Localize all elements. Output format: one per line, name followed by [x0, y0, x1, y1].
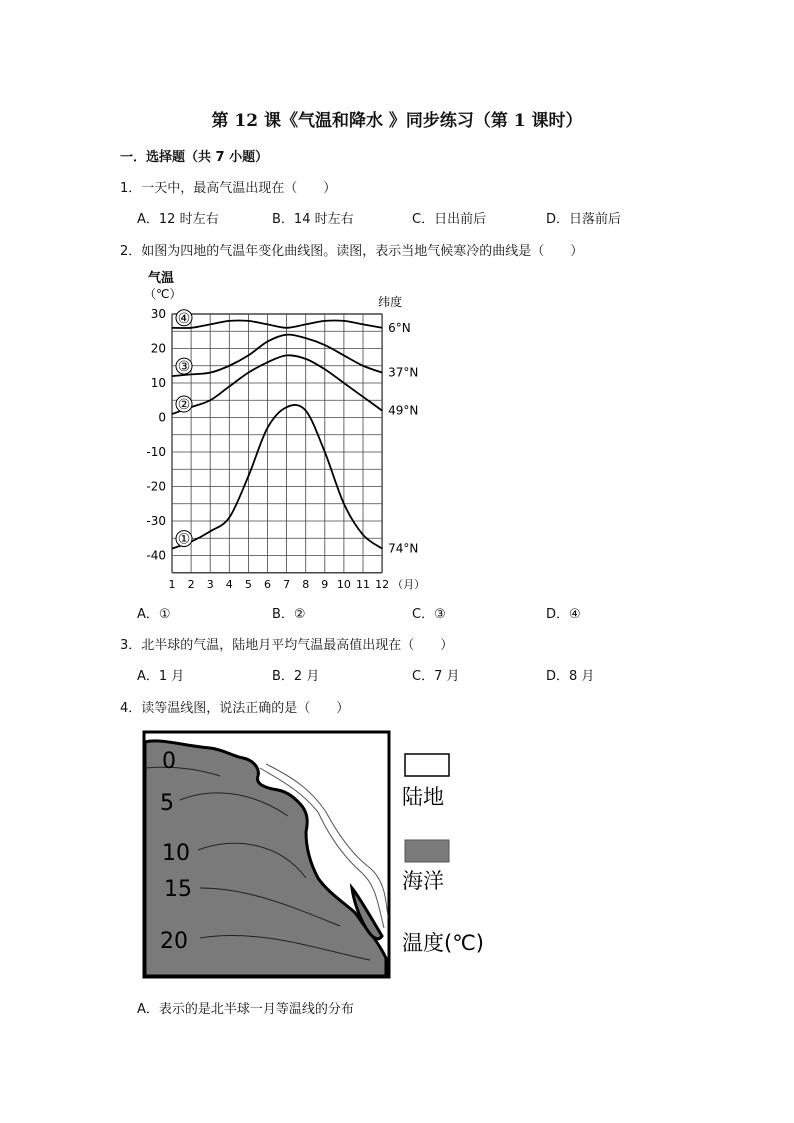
temperature-chart: [130, 266, 426, 596]
y-tick-label: 30: [150, 307, 166, 321]
x-tick-label: 1: [168, 577, 176, 591]
question-3-option-c[interactable]: C．7 月: [412, 669, 460, 684]
question-3-option-b[interactable]: B．2 月: [272, 669, 320, 684]
question-3-stem: 3．北半球的气温，陆地月平均气温最高值出现在（ ）: [120, 638, 454, 653]
x-tick-label: 12: [375, 577, 390, 591]
legend-land-label: 陆地: [402, 785, 444, 809]
question-3-option-d[interactable]: D．8 月: [546, 669, 595, 684]
question-2-option-b[interactable]: B．②: [272, 607, 306, 622]
y-tick-label: -40: [146, 548, 166, 563]
question-2-option-d[interactable]: D．④: [546, 607, 581, 622]
y-tick-label: -20: [146, 479, 166, 494]
isotherm-label-20: 20: [160, 929, 188, 954]
series-label: 37°N: [388, 365, 419, 380]
question-4-stem: 4．读等温线图，说法正确的是（ ）: [120, 701, 350, 716]
legend-ocean-label: 海洋: [402, 869, 444, 893]
legend-land-swatch: [405, 754, 449, 776]
y-tick-label: 0: [158, 410, 166, 425]
question-1-option-d[interactable]: D．日落前后: [546, 212, 622, 227]
series-label: 49°N: [388, 403, 419, 418]
isotherm-label-0: 0: [162, 749, 176, 774]
x-axis-unit: （月）: [392, 577, 426, 591]
isotherm-label-10: 10: [162, 841, 190, 866]
x-tick-label: 5: [244, 577, 252, 591]
question-2-option-a[interactable]: A．①: [137, 607, 171, 622]
question-1-stem: 1．一天中，最高气温出现在（ ）: [120, 181, 337, 196]
legend-ocean-swatch: [405, 840, 449, 862]
isotherm-map: [140, 728, 520, 983]
question-1-option-b[interactable]: B．14 时左右: [272, 212, 354, 227]
question-2-stem: 2．如图为四地的气温年变化曲线图。读图，表示当地气候寒冷的曲线是（ ）: [120, 244, 584, 259]
x-tick-label: 2: [187, 577, 195, 591]
question-1-option-c[interactable]: C．日出前后: [412, 212, 487, 227]
isotherm-label-15: 15: [164, 877, 192, 902]
legend-temp-label: 温度(℃): [402, 931, 484, 955]
y-tick-label: 10: [150, 376, 166, 390]
series-label: 74°N: [388, 541, 419, 556]
x-tick-label: 9: [321, 577, 329, 591]
series-marker: ③: [177, 359, 191, 376]
x-tick-label: 8: [302, 577, 310, 591]
x-tick-label: 4: [225, 577, 233, 591]
x-tick-label: 6: [264, 577, 271, 591]
series-line: [172, 335, 382, 376]
series-marker: ②: [177, 397, 191, 414]
legend-title: 纬度: [378, 295, 403, 309]
isotherm-label-5: 5: [160, 791, 174, 816]
question-3-option-a[interactable]: A．1 月: [137, 669, 185, 684]
series-line: [172, 355, 382, 414]
y-tick-label: -30: [146, 514, 166, 528]
x-tick-label: 3: [206, 577, 214, 591]
series-marker: ④: [177, 310, 191, 327]
y-axis-unit: （℃）: [144, 287, 182, 301]
x-tick-label: 10: [336, 577, 351, 591]
page-title: 第 12 课《气温和降水 》同步练习（第 1 课时）: [211, 111, 583, 131]
section-heading: 一．选择题（共 7 小题）: [120, 150, 269, 165]
x-tick-label: 7: [283, 577, 291, 591]
series-label: 6°N: [388, 320, 411, 335]
y-tick-label: 20: [150, 341, 166, 356]
x-tick-label: 11: [356, 577, 370, 591]
series-marker: ①: [177, 531, 191, 548]
question-1-option-a[interactable]: A．12 时左右: [137, 212, 219, 227]
series-line: [172, 405, 382, 549]
y-tick-label: -10: [146, 445, 166, 459]
question-2-option-c[interactable]: C．③: [412, 607, 446, 622]
question-4-option-a[interactable]: A．表示的是北半球一月等温线的分布: [137, 1002, 354, 1017]
y-axis-label: 气温: [148, 271, 175, 286]
series-line: [172, 320, 382, 328]
